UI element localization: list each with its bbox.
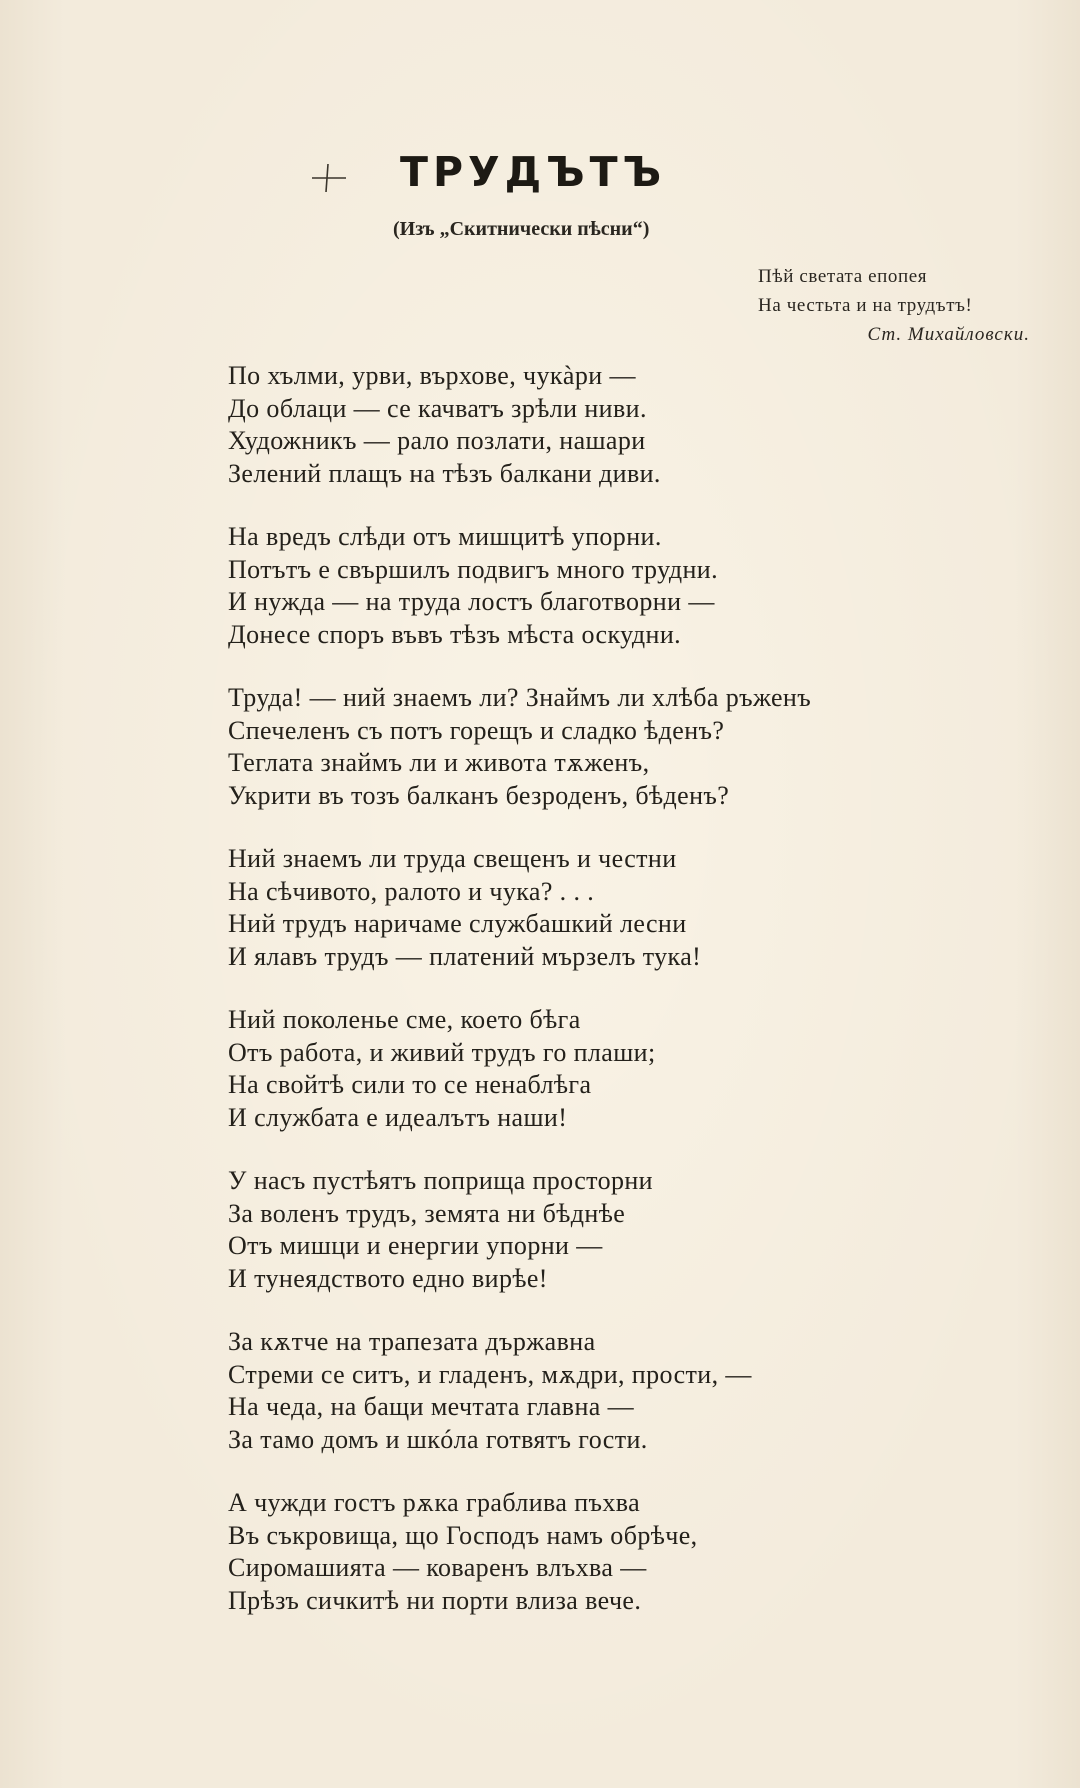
verse-line: А чужди гостъ рѫка граблива пъхва xyxy=(228,1488,641,1517)
epigraph xyxy=(634,262,1034,349)
stanza xyxy=(228,521,1028,651)
verse-line: На сѣчивото, ралото и чука? . . . xyxy=(228,876,595,906)
verse-line: По хълми, урви, върхове, чукàри — xyxy=(228,361,636,390)
verse-line: Отъ работа, и живий трудъ го плаши; xyxy=(228,1037,656,1067)
verse-line: До облаци — се качватъ зрѣли ниви. xyxy=(228,393,647,423)
verse-line: Ний поколенье сме, което бѣга xyxy=(228,1005,581,1034)
verse-line: Сиромашията — коваренъ влъхва — xyxy=(228,1553,647,1582)
stanza xyxy=(228,360,1028,490)
stanza xyxy=(228,1487,1028,1617)
verse-line: Спечеленъ съ потъ горещъ и сладко ѣденъ? xyxy=(228,715,725,745)
stanza xyxy=(228,1004,1028,1134)
verse-line: И ялавъ трудъ — платений мързелъ тука! xyxy=(228,941,702,971)
verse-line: И службата е идеалътъ наши! xyxy=(228,1102,568,1132)
verse-line: Донесе споръ въвъ тѣзъ мѣста оскудни. xyxy=(228,619,682,649)
verse-line: И тунеядството едно вирѣе! xyxy=(228,1263,548,1293)
verse-line: На вредъ слѣди отъ мишцитѣ упорни. xyxy=(228,522,662,551)
verse-line: Прѣзъ сичкитѣ ни порти влиза вече. xyxy=(228,1585,642,1615)
cross-mark-icon xyxy=(312,160,346,200)
poem-title: ТРУДЪТЪ xyxy=(400,148,667,196)
verse-line: Зелений плащъ на тѣзъ балкани диви. xyxy=(228,458,661,488)
verse-line: Въ съкровища, що Господъ намъ обрѣче, xyxy=(228,1520,698,1550)
verse-line: Ний трудъ наричаме службашкий лесни xyxy=(228,909,687,938)
verse-line: На свойтѣ сили то се ненаблѣга xyxy=(228,1070,592,1099)
epigraph-author: Ст. Михайловски. xyxy=(867,324,1030,345)
verse-line: За воленъ трудъ, земята ни бѣднѣе xyxy=(228,1198,626,1228)
verse-line: Потътъ е свършилъ подвигъ много трудни. xyxy=(228,554,718,584)
verse-line: И нужда — на труда лостъ благотворни — xyxy=(228,587,715,616)
stanza xyxy=(228,1165,1028,1295)
stanza xyxy=(228,843,1028,973)
verse-line: Стреми се ситъ, и гладенъ, мѫдри, прости, — xyxy=(228,1359,752,1389)
verse-line: Художникъ — рало позлати, нашари xyxy=(228,426,646,455)
verse-line: Ний знаемъ ли труда свещенъ и честни xyxy=(228,844,677,873)
epigraph-line: На честьта и на трудътъ! xyxy=(758,295,973,316)
verse-line: У насъ пустѣятъ поприща просторни xyxy=(228,1166,653,1195)
epigraph-line: Пѣй светата епопея xyxy=(758,266,928,287)
poem-body xyxy=(228,360,1028,1648)
verse-line: Теглата знаймъ ли и живота тѫженъ, xyxy=(228,748,650,777)
verse-line: За кѫтче на трапезата държавна xyxy=(228,1327,596,1356)
verse-line: Укрити въ тозъ балканъ безроденъ, бѣденъ? xyxy=(228,780,730,810)
verse-line: На чеда, на бащи мечтата главна — xyxy=(228,1392,634,1421)
verse-line: Отъ мишци и енергии упорни — xyxy=(228,1231,603,1260)
verse-line: За тамо домъ и шкóла готвятъ гости. xyxy=(228,1424,648,1454)
verse-line: Труда! — ний знаемъ ли? Знаймъ ли хлѣба ръженъ xyxy=(228,683,812,712)
stanza xyxy=(228,1326,1028,1456)
poem-subtitle: (Изъ „Скитнически пѣсни“) xyxy=(393,218,650,240)
stanza xyxy=(228,682,1028,812)
